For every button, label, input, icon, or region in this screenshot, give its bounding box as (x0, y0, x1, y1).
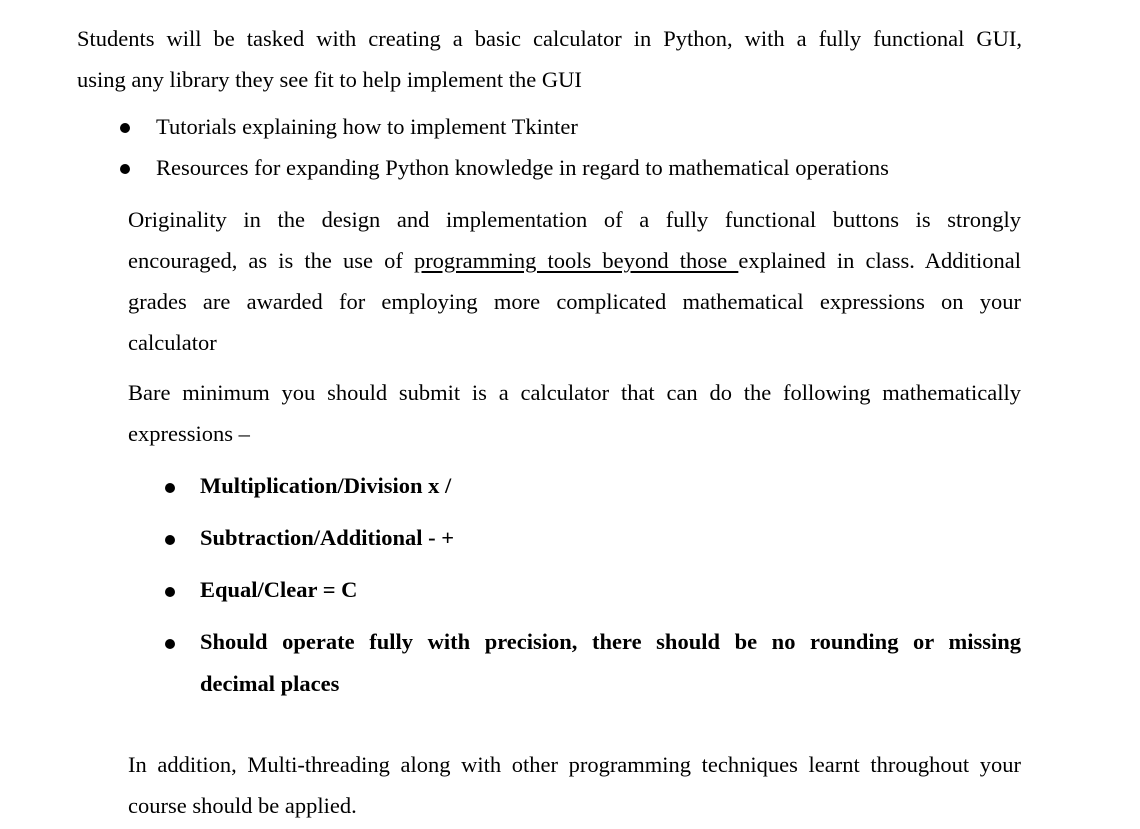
programming-tools-link[interactable]: programming tools beyond those (413, 248, 739, 273)
bullet-icon (120, 123, 130, 133)
closing-line-1: In addition, Multi-threading along with other programming techniques learnt throughout your (128, 752, 1021, 777)
intro-line-2: using any library they see fit to help implement the GUI (77, 67, 582, 92)
originality-text-before: encouraged, as is the use of (128, 248, 414, 273)
originality-line-1: Originality in the design and implementation of a fully functional buttons is strongly (128, 207, 1021, 232)
bullet-icon (165, 639, 175, 649)
originality-line-4: calculator (128, 330, 217, 355)
requirement-subtraction-addition: Subtraction/Additional - + (200, 525, 455, 550)
intro-line-1: Students will be tasked with creating a basic calculator in Python, with a fully functional GUI, (77, 26, 1022, 51)
requirement-multiplication-division: Multiplication/Division x / (200, 473, 452, 498)
requirement-precision-line-2: decimal places (200, 671, 340, 696)
closing-line-2: course should be applied. (128, 793, 357, 818)
bullet-icon (165, 587, 175, 597)
requirement-precision-line-1: Should operate fully with precision, there should be no rounding or missing (200, 629, 1021, 654)
minimum-line-1: Bare minimum you should submit is a calculator that can do the following mathematically (128, 380, 1021, 405)
bullet-icon (120, 164, 130, 174)
originality-line-2 (128, 247, 1021, 275)
bullet-icon (165, 483, 175, 493)
minimum-line-2: expressions – (128, 421, 250, 446)
resource-item-python-knowledge: Resources for expanding Python knowledge in regard to mathematical operations (156, 155, 889, 180)
requirement-equal-clear: Equal/Clear = C (200, 577, 358, 602)
bullet-icon (165, 535, 175, 545)
originality-text-after: explained in class. Additional (738, 248, 1021, 273)
originality-line-3: grades are awarded for employing more complicated mathematical expressions on your (128, 289, 1021, 314)
resource-item-tutorials: Tutorials explaining how to implement Tkinter (156, 114, 578, 139)
